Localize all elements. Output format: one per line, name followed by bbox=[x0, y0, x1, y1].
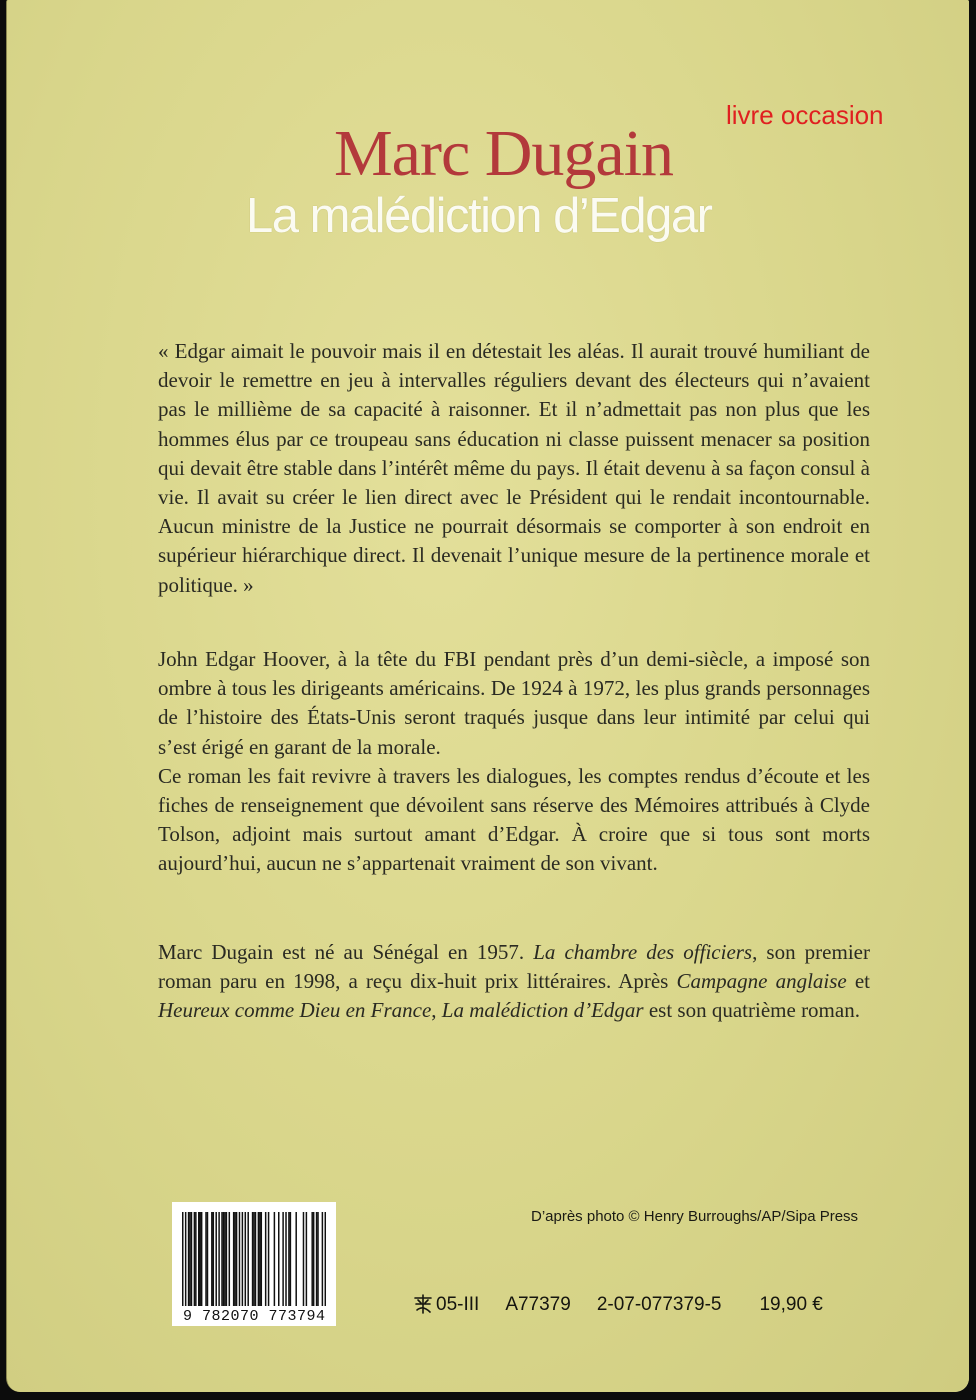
series-code: 05-III bbox=[436, 1294, 480, 1315]
bio-text: , son premier roman paru en 1998, a reçu dix-huit prix littéraires. Après bbox=[158, 940, 870, 994]
barcode-bar bbox=[288, 1212, 290, 1306]
barcode-bar bbox=[223, 1212, 225, 1306]
barcode-bar bbox=[285, 1212, 287, 1306]
barcode-digits: 9 782070 773794 bbox=[183, 1308, 326, 1325]
barcode-bar bbox=[259, 1212, 261, 1306]
barcode-bar bbox=[213, 1212, 215, 1306]
summary-paragraph: John Edgar Hoover, à la tête du FBI pendant près d’un demi-siècle, a imposé son ombre à tous les dirigeants américains. De 1924 à 1972, les plus grands personnages de l’histoire des États-Unis seront traqués jusque dans leur intimité par celui qui s’est érigé en garant de la morale. bbox=[158, 647, 870, 759]
barcode-bar bbox=[195, 1212, 197, 1306]
barcode-bar bbox=[189, 1212, 191, 1306]
barcode-bar bbox=[253, 1212, 255, 1306]
summary-text bbox=[158, 645, 870, 879]
isbn-code: 2-07-077379-5 bbox=[596, 1294, 722, 1315]
summary-paragraph: Ce roman les fait revivre à travers les dialogues, les comptes rendus d’écoute et les fiches de renseignement que dévoilent sans réserve des Mémoires attribués à Clyde Tolson, adjoint mais surtout amant d’Edgar. À croire que si tous sont morts aujourd’hui, aucun ne s’appartenait vraiment de son vivant. bbox=[158, 763, 870, 876]
bio-text: et bbox=[846, 969, 871, 994]
book-reference: Campagne anglaise bbox=[676, 969, 847, 994]
barcode-bar bbox=[258, 1212, 260, 1306]
barcode-bar bbox=[313, 1212, 315, 1306]
publisher-codes bbox=[412, 1294, 823, 1317]
price: 19,90 € bbox=[759, 1294, 823, 1315]
barcode-bar bbox=[201, 1212, 203, 1306]
book-reference: Heureux comme Dieu en France bbox=[158, 998, 432, 1023]
bio-text: est son quatrième roman. bbox=[643, 998, 860, 1023]
barcode-bar bbox=[221, 1212, 223, 1306]
barcode-bar bbox=[211, 1212, 213, 1306]
barcode-bar bbox=[274, 1212, 276, 1306]
book-reference: La malédiction d’Edgar bbox=[441, 998, 644, 1023]
barcode-bar bbox=[199, 1212, 201, 1306]
barcode-bar bbox=[188, 1212, 190, 1306]
barcode-bar bbox=[265, 1212, 267, 1306]
barcode-bar bbox=[245, 1212, 247, 1306]
barcode-bar bbox=[261, 1212, 263, 1306]
barcode-bar bbox=[303, 1212, 305, 1306]
book-title: La malédiction d’Edgar bbox=[246, 189, 712, 243]
barcode-bar bbox=[282, 1212, 284, 1306]
barcode-bar bbox=[311, 1212, 313, 1306]
barcode-bar bbox=[234, 1212, 236, 1306]
barcode-bar bbox=[242, 1212, 244, 1306]
reference-code: A77379 bbox=[505, 1294, 571, 1315]
barcode-bar bbox=[233, 1212, 235, 1306]
barcode-bar bbox=[198, 1212, 200, 1306]
barcode-bar bbox=[295, 1212, 297, 1306]
barcode-bar bbox=[205, 1212, 207, 1306]
barcode-bar bbox=[229, 1212, 231, 1306]
book-reference: La chambre des officiers bbox=[533, 940, 753, 964]
barcode-bar bbox=[247, 1212, 249, 1306]
barcode-bar bbox=[239, 1212, 241, 1306]
barcode-bars bbox=[182, 1212, 326, 1306]
barcode-bar bbox=[278, 1212, 280, 1306]
barcode-bar bbox=[185, 1212, 187, 1306]
barcode-bar bbox=[268, 1212, 270, 1306]
barcode-bar bbox=[207, 1212, 209, 1306]
author-bio bbox=[158, 938, 870, 1026]
barcode-bar bbox=[218, 1212, 220, 1306]
barcode-bar bbox=[290, 1212, 292, 1306]
barcode-bar bbox=[236, 1212, 238, 1306]
barcode-bar bbox=[252, 1212, 254, 1306]
bio-text: Marc Dugain est né au Sénégal en 1957. bbox=[158, 940, 534, 964]
barcode-bar bbox=[317, 1212, 319, 1306]
barcode-bar bbox=[325, 1212, 326, 1306]
barcode-bar bbox=[226, 1212, 228, 1306]
barcode-bar bbox=[255, 1212, 257, 1306]
barcode-bar bbox=[215, 1212, 217, 1306]
barcode-bar bbox=[182, 1212, 184, 1306]
photo-credit: D’après photo © Henry Burroughs/AP/Sipa Press bbox=[531, 1208, 859, 1225]
excerpt-quote: « Edgar aimait le pouvoir mais il en détestait les aléas. Il aurait trouvé humiliant de devoir le remettre en jeu à intervalles réguliers devant des électeurs qui n’avaient pas le millième de sa capacité à raisonner. Et il n’admettait pas non plus que les hommes élus par ce troupeau sans éducation ni classe puissent menacer sa position qui devait être stable dans l’intérêt même du pays. Il était devenu à sa façon consul à vie. Il avait su créer le lien direct avec le Président qui le rendait incontournable. Aucun ministre de la Justice ne pourrait désormais se comporter à son endroit en supérieur hiérarchique direct. Il devenait l’unique mesure de la pertinence morale et politique. » bbox=[158, 339, 870, 597]
barcode-bar bbox=[316, 1212, 318, 1306]
barcode-bar bbox=[191, 1212, 193, 1306]
barcode-bar bbox=[306, 1212, 308, 1306]
barcode-bar bbox=[224, 1212, 226, 1306]
barcode-bar bbox=[322, 1212, 324, 1306]
barcode-bar bbox=[194, 1212, 196, 1306]
bio-text: , bbox=[431, 998, 442, 1023]
publisher-logo-icon bbox=[412, 1294, 436, 1317]
author-name: Marc Dugain bbox=[334, 117, 674, 190]
used-book-label: livre occasion bbox=[726, 100, 884, 130]
